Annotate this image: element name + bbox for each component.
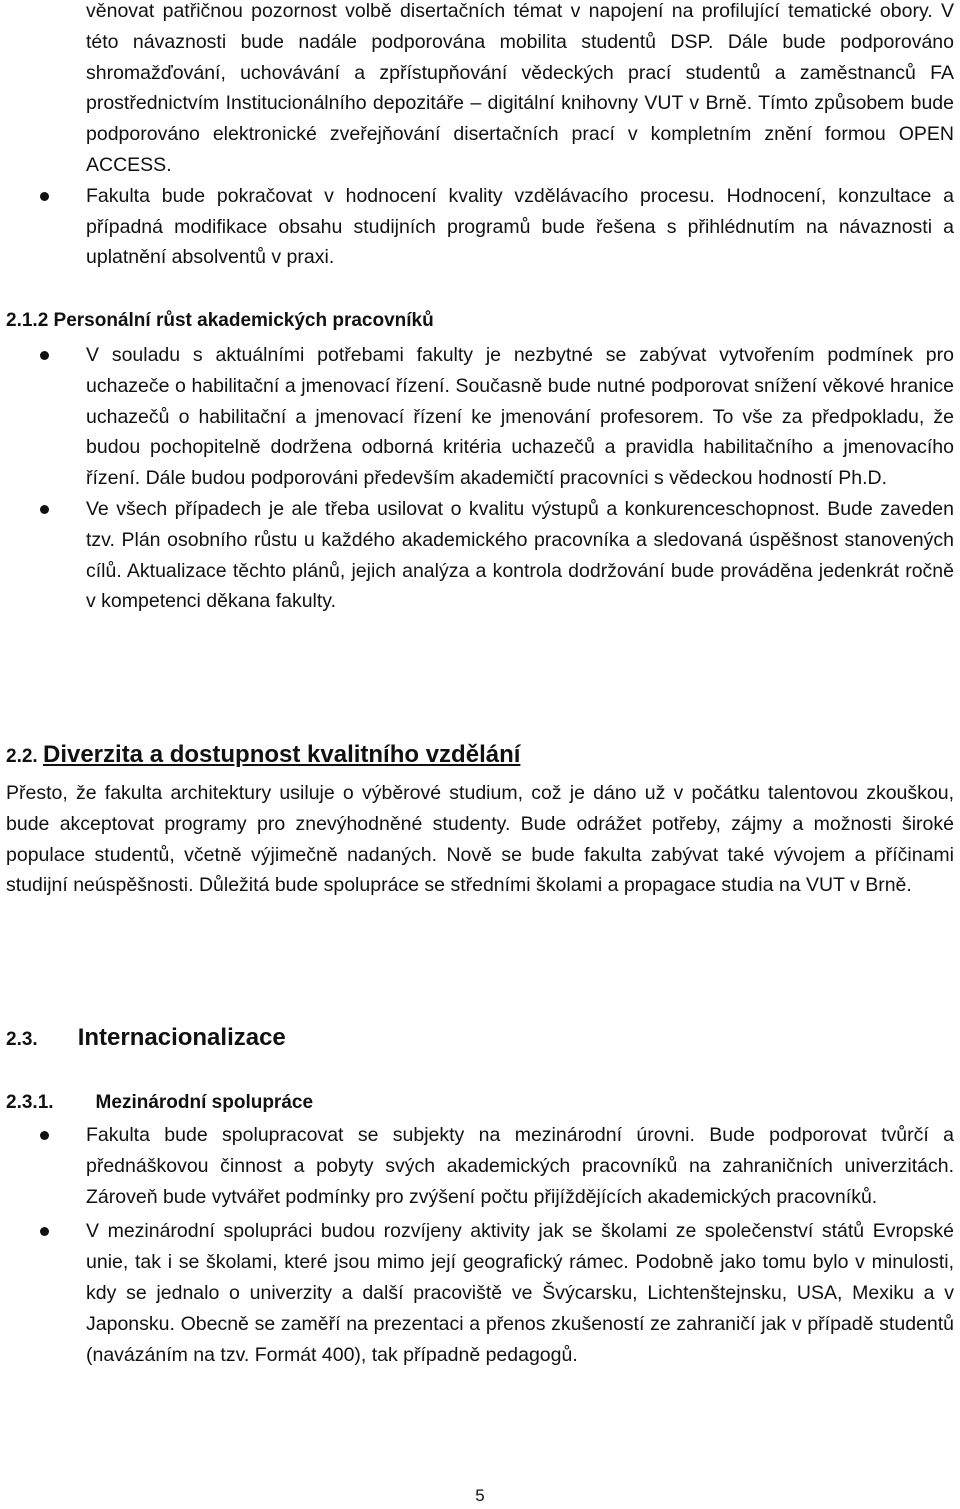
bullet-dot-icon [40,192,49,201]
list-item [0,340,960,494]
section-bullet-list [0,1120,960,1370]
list-item [0,1216,960,1370]
list-item [0,1120,960,1212]
section-number: 2.2. [6,746,38,767]
section-title: Personální růst akademických pracovníků [53,310,434,331]
bullet-dot-icon [40,1131,49,1140]
section-2-2 [0,738,960,901]
top-bullet-list [0,0,960,273]
section-2-1-2 [0,306,960,617]
section-number: 2.3. [6,1029,38,1050]
bullet-text: V mezinárodní spolupráci budou rozvíjeny aktivity jak se školami ze společenství států Evropské unie, tak i se školami, které jsou mimo její geografický rámec. Podobně jako tomu bylo v minulosti, kdy se jednalo o univerzity a další pracoviště ve Švýcarsku, Lichtenštejnsku, USA, Mexiku a v Japonsku. Obecně se zaměří na prezentaci a přenos zkušeností ze zahraničí jak v případě studentů (navázáním na tzv. Formát 400), tak případně pedagogů. [86,1220,954,1366]
section-heading [0,738,960,774]
list-item [0,494,960,617]
section-heading [0,1020,960,1058]
section-2-3 [0,1020,960,1058]
bullet-text: Fakulta bude spolupracovat se subjekty na mezinárodní úrovni. Bude podporovat tvůrčí a přednáškovou činnost a pobyty svých akademických pracovníků na zahraničních univerzitách. Zároveň bude vytvářet podmínky pro zvýšení počtu přijíždějících akademických pracovníků. [86,1124,954,1208]
section-2-3-1 [0,1088,960,1370]
section-bullet-list [0,340,960,617]
page-number: 5 [475,1486,485,1505]
section-title: Diverzita a dostupnost kvalitního vzdělání [42,741,521,768]
bullet-text: V souladu s aktuálními potřebami fakulty je nezbytné se zabývat vytvořením podmínek pro uchazeče o habilitační a jmenovací řízení. Současně bude nutné podporovat snížení věkové hranice uchazečů o habilitační a jmenovací řízení ke jmenování profesorem. To vše za předpokladu, že budou pochopitelně dodržena odborná kritéria uchazečů a pravidla habilitačního a jmenovacího řízení. Dále budou podporováni především akademičtí pracovníci s vědeckou hodností Ph.D. [86,344,954,490]
bullet-text: věnovat patřičnou pozornost volbě disertačních témat v napojení na profilující tematické obory. V této návaznosti bude nadále podporována mobilita studentů DSP. Dále bude podporováno shromažďování, uchovávání a zpřístupňování vědeckých prací studentů a zaměstnanců FA prostřednictvím Institucionálního depozitáře – digitální knihovny VUT v Brně. Tímto způsobem bude podporováno elektronické zveřejňování disertačních prací v kompletním znění formou OPEN ACCESS. [86,0,954,176]
section-heading [0,306,960,336]
list-item [0,181,960,273]
section-heading [0,1088,960,1118]
section-number: 2.3.1. [6,1092,54,1113]
bullet-text: Ve všech případech je ale třeba usilovat o kvalitu výstupů a konkurenceschopnost. Bude zaveden tzv. Plán osobního růstu u každého akademického pracovníka a sledovaná úspěšnost stanovených cílů. Aktualizace těchto plánů, jejich analýza a kontrola dodržování bude prováděna jedenkrát ročně v kompetenci děkana fakulty. [86,497,954,613]
section-number: 2.1.2 [6,310,49,331]
bullet-dot-icon [40,505,49,514]
section-title: Internacionalizace [77,1024,286,1051]
top-bullet-block [0,0,960,273]
bullet-text: Fakulta bude pokračovat v hodnocení kvality vzdělávacího procesu. Hodnocení, konzultace a případná modifikace obsahu studijních programů bude řešena s přihlédnutím na návaznosti a uplatnění absolventů v praxi. [86,184,954,269]
list-item [0,0,960,181]
section-paragraph: Přesto, že fakulta architektury usiluje o výběrové studium, což je dáno už v počátku talentovou zkouškou, bude akceptovat programy pro znevýhodněné studenty. Bude odrážet potřeby, zájmy a možnosti široké populace studentů, včetně výjimečně nadaných. Nově se bude fakulta zabývat také vývojem a příčinami studijní neúspěšnosti. Důležitá bude spolupráce se středními školami a propagace studia na VUT v Brně. [6,782,954,897]
bullet-dot-icon [40,1227,49,1236]
bullet-dot-icon [40,351,49,360]
section-title: Mezinárodní spolupráce [95,1092,314,1113]
